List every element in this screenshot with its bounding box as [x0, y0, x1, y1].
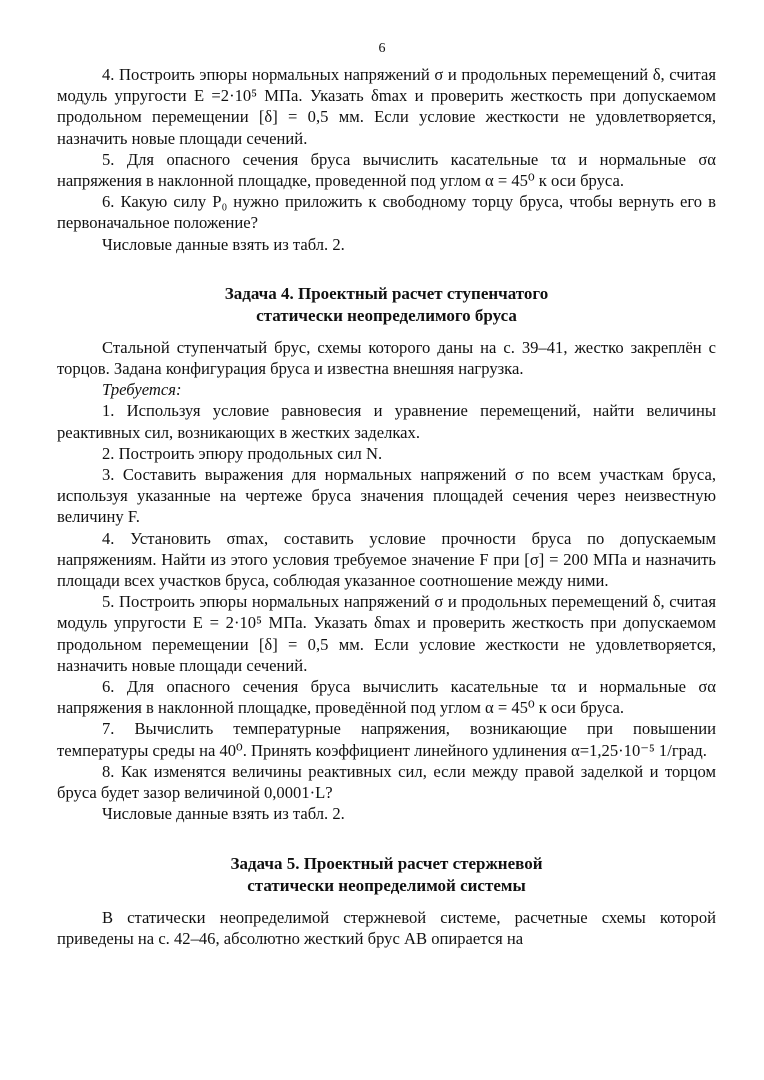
paragraph: 5. Для опасного сечения бруса вычислить касательные τα и нормальные σα напряжения в наклонной площадке, проведенной под углом α = 45⁰ к оси бруса.: [57, 149, 716, 191]
paragraph: 7. Вычислить температурные напряжения, возникающие при повышении температуры среды на 40⁰. Принять коэффициент линейного удлинения α=1,25·10⁻⁵ 1/град.: [57, 719, 716, 760]
paragraph: 4. Установить σmax, составить условие прочности бруса по допускаемым напряжениям. Найти из этого условия требуемое значение F при [σ] = 200 МПа и назначить площади всех участков бруса, соблюдая указанное соотношение между ними.: [57, 528, 716, 591]
paragraph: 2. Построить эпюру продольных сил N.: [102, 443, 383, 463]
section-heading-task4: [57, 283, 716, 327]
paragraph: 8. Как изменятся величины реактивных сил, если между правой заделкой и торцом бруса будет зазор величиной 0,0001·L?: [57, 761, 716, 803]
paragraph: 5. Построить эпюры нормальных напряжений σ и продольных перемещений δ, считая модуль упругости E = 2·10⁵ МПа. Указать δmax и проверить жесткость при допускаемом продольном перемещении [δ] = 0,5 мм. Если условие жесткости не удовлетворяется, назначить новые площади сечений.: [57, 592, 716, 675]
page-number: 6: [378, 41, 386, 56]
heading-line: Задача 5. Проектный расчет стержневой: [230, 853, 543, 873]
paragraph: Числовые данные взять из табл. 2.: [102, 234, 345, 254]
heading-line: статически неопределимой системы: [247, 875, 526, 895]
page-body: [57, 64, 716, 949]
section-heading-task5: [57, 853, 716, 897]
paragraph: 1. Используя условие равновесия и уравнение перемещений, найти величины реактивных сил, возникающих в жестких заделках.: [57, 401, 716, 442]
paragraph: В статически неопределимой стержневой системе, расчетные схемы которой приведены на с. 42–46, абсолютно жесткий брус AB опирается на: [57, 907, 716, 948]
required-label: Требуется:: [102, 380, 182, 400]
paragraph: Числовые данные взять из табл. 2.: [102, 804, 345, 824]
paragraph: 6. Для опасного сечения бруса вычислить касательные τα и нормальные σα напряжения в наклонной площадке, проведённой под углом α = 45⁰ к оси бруса.: [57, 677, 716, 718]
paragraph: 4. Построить эпюры нормальных напряжений σ и продольных перемещений δ, считая модуль упругости E =2·10⁵ МПа. Указать δmax и проверить жесткость при допускаемом продольном перемещении [δ] = 0,5 мм. Если условие жесткости не удовлетворяется, назначить новые площади сечений.: [57, 65, 716, 148]
paragraph: 3. Составить выражения для нормальных напряжений σ по всем участкам бруса, используя указанные на чертеже бруса значения площадей сечения через неизвестную величину F.: [57, 465, 716, 527]
paragraph: 6. Какую силу P₀ нужно приложить к свободному торцу бруса, чтобы вернуть его в первоначальное положение?: [57, 192, 716, 233]
paragraph: Стальной ступенчатый брус, схемы которого даны на с. 39–41, жестко закреплён с торцов. Задана конфигурация бруса и известна внешняя нагрузка.: [57, 337, 716, 379]
heading-line: статически неопределимого бруса: [256, 305, 517, 325]
heading-line: Задача 4. Проектный расчет ступенчатого: [224, 283, 549, 303]
